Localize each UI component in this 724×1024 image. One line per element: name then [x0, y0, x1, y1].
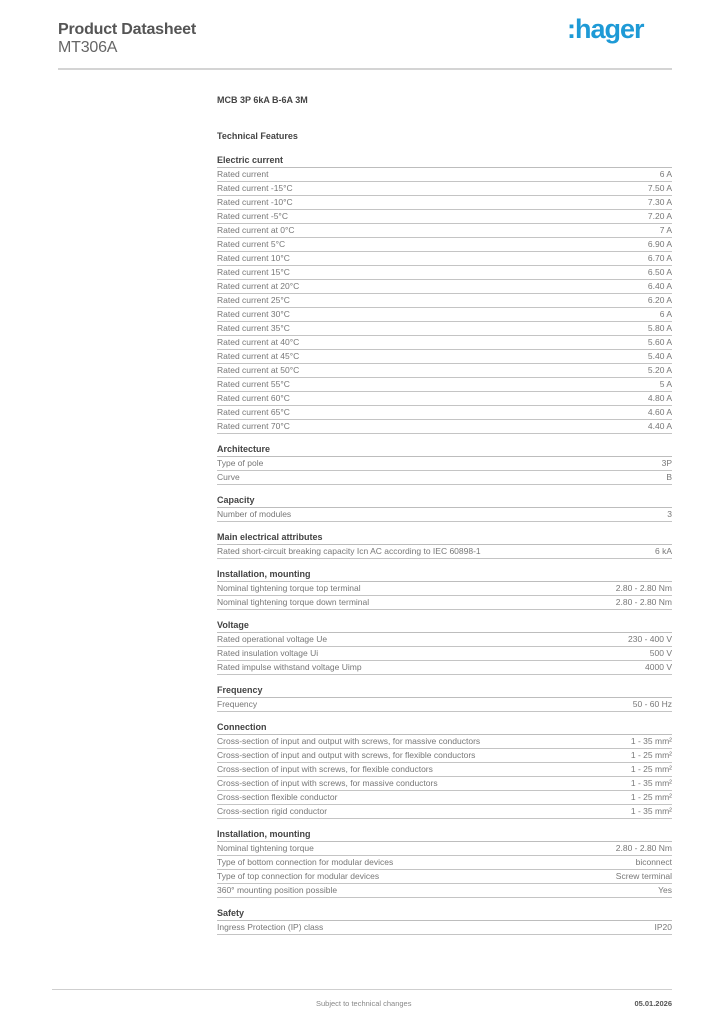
spec-label: Ingress Protection (IP) class [217, 922, 324, 932]
spec-section [217, 619, 672, 675]
spec-label: Rated current at 50°C [217, 365, 300, 375]
spec-section [217, 154, 672, 434]
spec-label: Rated short-circuit breaking capacity Icn AC according to IEC 60898-1 [217, 546, 481, 556]
spec-label: Rated current -15°C [217, 183, 293, 193]
spec-row [217, 842, 672, 856]
spec-value: Yes [658, 885, 672, 895]
spec-value: 2.80 - 2.80 Nm [615, 583, 672, 593]
spec-row [217, 196, 672, 210]
spec-row [217, 224, 672, 238]
spec-sections [217, 154, 672, 935]
spec-value: IP20 [654, 922, 672, 932]
footer-divider [52, 989, 672, 990]
spec-value: 1 - 35 mm² [630, 806, 672, 816]
spec-value: 5.80 A [647, 323, 672, 333]
section-title: Installation, mounting [217, 568, 672, 582]
spec-value: 6 kA [654, 546, 672, 556]
spec-value: 1 - 25 mm² [630, 750, 672, 760]
spec-value: 1 - 35 mm² [630, 736, 672, 746]
spec-section [217, 443, 672, 485]
spec-row [217, 336, 672, 350]
section-title: Capacity [217, 494, 672, 508]
section-title: Electric current [217, 154, 672, 168]
spec-label: Cross-section of input and output with screws, for massive conductors [217, 736, 481, 746]
spec-section [217, 684, 672, 712]
spec-section [217, 531, 672, 559]
spec-row [217, 749, 672, 763]
spec-row [217, 508, 672, 522]
spec-label: Rated current -5°C [217, 211, 288, 221]
spec-row [217, 210, 672, 224]
spec-section [217, 568, 672, 610]
spec-label: Type of bottom connection for modular devices [217, 857, 394, 867]
spec-value: 6.90 A [647, 239, 672, 249]
product-name: MCB 3P 6kA B-6A 3M [217, 95, 308, 105]
spec-label: Rated current 5°C [217, 239, 286, 249]
spec-row [217, 457, 672, 471]
spec-value: B [666, 472, 672, 482]
spec-label: Rated current 15°C [217, 267, 290, 277]
spec-label: Nominal tightening torque down terminal [217, 597, 370, 607]
spec-section [217, 721, 672, 819]
spec-label: Rated current 30°C [217, 309, 290, 319]
spec-row [217, 308, 672, 322]
datasheet-content [217, 95, 672, 944]
spec-label: Number of modules [217, 509, 292, 519]
spec-label: Curve [217, 472, 240, 482]
spec-row [217, 266, 672, 280]
spec-row [217, 735, 672, 749]
spec-label: Rated current at 20°C [217, 281, 300, 291]
spec-value: 2.80 - 2.80 Nm [615, 843, 672, 853]
spec-label: Cross-section of input with screws, for massive conductors [217, 778, 438, 788]
section-title: Safety [217, 907, 672, 921]
spec-row [217, 392, 672, 406]
footer-note: Subject to technical changes [316, 999, 412, 1008]
spec-label: Rated current 10°C [217, 253, 290, 263]
spec-value: 3 [667, 509, 672, 519]
spec-row [217, 777, 672, 791]
spec-row [217, 805, 672, 819]
spec-label: Nominal tightening torque [217, 843, 314, 853]
spec-value: 3P [661, 458, 672, 468]
spec-value: 7.50 A [647, 183, 672, 193]
spec-value: 1 - 25 mm² [630, 792, 672, 802]
spec-label: Type of top connection for modular devices [217, 871, 380, 881]
spec-label: Type of pole [217, 458, 264, 468]
spec-label: Rated current at 0°C [217, 225, 295, 235]
spec-value: 7.30 A [647, 197, 672, 207]
spec-value: 5 A [659, 379, 672, 389]
spec-value: 4.80 A [647, 393, 672, 403]
spec-value: 2.80 - 2.80 Nm [615, 597, 672, 607]
spec-label: Rated current 70°C [217, 421, 290, 431]
spec-label: Rated operational voltage Ue [217, 634, 328, 644]
product-code: MT306A [58, 39, 118, 56]
spec-value: 5.60 A [647, 337, 672, 347]
section-title: Voltage [217, 619, 672, 633]
spec-section [217, 907, 672, 935]
spec-value: Screw terminal [615, 871, 672, 881]
spec-label: Cross-section flexible conductor [217, 792, 338, 802]
spec-label: Cross-section rigid conductor [217, 806, 328, 816]
spec-label: Cross-section of input and output with screws, for flexible conductors [217, 750, 476, 760]
spec-section [217, 494, 672, 522]
document-title: Product Datasheet [58, 21, 196, 38]
spec-value: 4000 V [645, 662, 672, 672]
section-title: Frequency [217, 684, 672, 698]
spec-row [217, 870, 672, 884]
spec-row [217, 545, 672, 559]
spec-row [217, 471, 672, 485]
spec-label: Rated current 25°C [217, 295, 290, 305]
spec-value: 50 - 60 Hz [632, 699, 672, 709]
spec-row [217, 420, 672, 434]
spec-label: Rated current 55°C [217, 379, 290, 389]
spec-label: Rated current [217, 169, 269, 179]
spec-label: 360° mounting position possible [217, 885, 338, 895]
spec-value: 500 V [649, 648, 672, 658]
spec-row [217, 168, 672, 182]
spec-value: 6 A [659, 169, 672, 179]
spec-row [217, 252, 672, 266]
spec-value: 230 - 400 V [628, 634, 672, 644]
spec-row [217, 884, 672, 898]
spec-label: Rated current 65°C [217, 407, 290, 417]
spec-row [217, 350, 672, 364]
section-title: Main electrical attributes [217, 531, 672, 545]
technical-features-heading: Technical Features [217, 131, 298, 141]
spec-row [217, 378, 672, 392]
spec-row [217, 856, 672, 870]
section-title: Connection [217, 721, 672, 735]
spec-value: 6.50 A [647, 267, 672, 277]
spec-label: Rated insulation voltage Ui [217, 648, 319, 658]
spec-row [217, 763, 672, 777]
spec-label: Rated impulse withstand voltage Uimp [217, 662, 362, 672]
spec-row [217, 661, 672, 675]
spec-row [217, 322, 672, 336]
spec-label: Rated current -10°C [217, 197, 293, 207]
spec-value: 5.40 A [647, 351, 672, 361]
spec-row [217, 238, 672, 252]
spec-label: Nominal tightening torque top terminal [217, 583, 361, 593]
footer-date: 05.01.2026 [634, 999, 672, 1008]
spec-row [217, 364, 672, 378]
spec-row [217, 582, 672, 596]
spec-row [217, 647, 672, 661]
spec-value: 6 A [659, 309, 672, 319]
spec-row [217, 406, 672, 420]
spec-value: 1 - 35 mm² [630, 778, 672, 788]
spec-value: 6.70 A [647, 253, 672, 263]
spec-row [217, 698, 672, 712]
spec-row [217, 921, 672, 935]
spec-row [217, 182, 672, 196]
spec-label: Cross-section of input with screws, for flexible conductors [217, 764, 433, 774]
spec-value: 6.40 A [647, 281, 672, 291]
section-title: Architecture [217, 443, 672, 457]
spec-label: Frequency [217, 699, 258, 709]
spec-row [217, 633, 672, 647]
spec-value: 7 A [659, 225, 672, 235]
spec-label: Rated current at 40°C [217, 337, 300, 347]
spec-label: Rated current 35°C [217, 323, 290, 333]
spec-row [217, 294, 672, 308]
spec-section [217, 828, 672, 898]
spec-value: 6.20 A [647, 295, 672, 305]
spec-value: 4.60 A [647, 407, 672, 417]
spec-row [217, 280, 672, 294]
spec-label: Rated current at 45°C [217, 351, 300, 361]
hager-logo: :hager [567, 14, 644, 44]
spec-value: biconnect [635, 857, 672, 867]
spec-value: 7.20 A [647, 211, 672, 221]
spec-value: 1 - 25 mm² [630, 764, 672, 774]
spec-row [217, 791, 672, 805]
spec-value: 5.20 A [647, 365, 672, 375]
header-divider [58, 68, 672, 70]
spec-label: Rated current 60°C [217, 393, 290, 403]
section-title: Installation, mounting [217, 828, 672, 842]
spec-value: 4.40 A [647, 421, 672, 431]
spec-row [217, 596, 672, 610]
